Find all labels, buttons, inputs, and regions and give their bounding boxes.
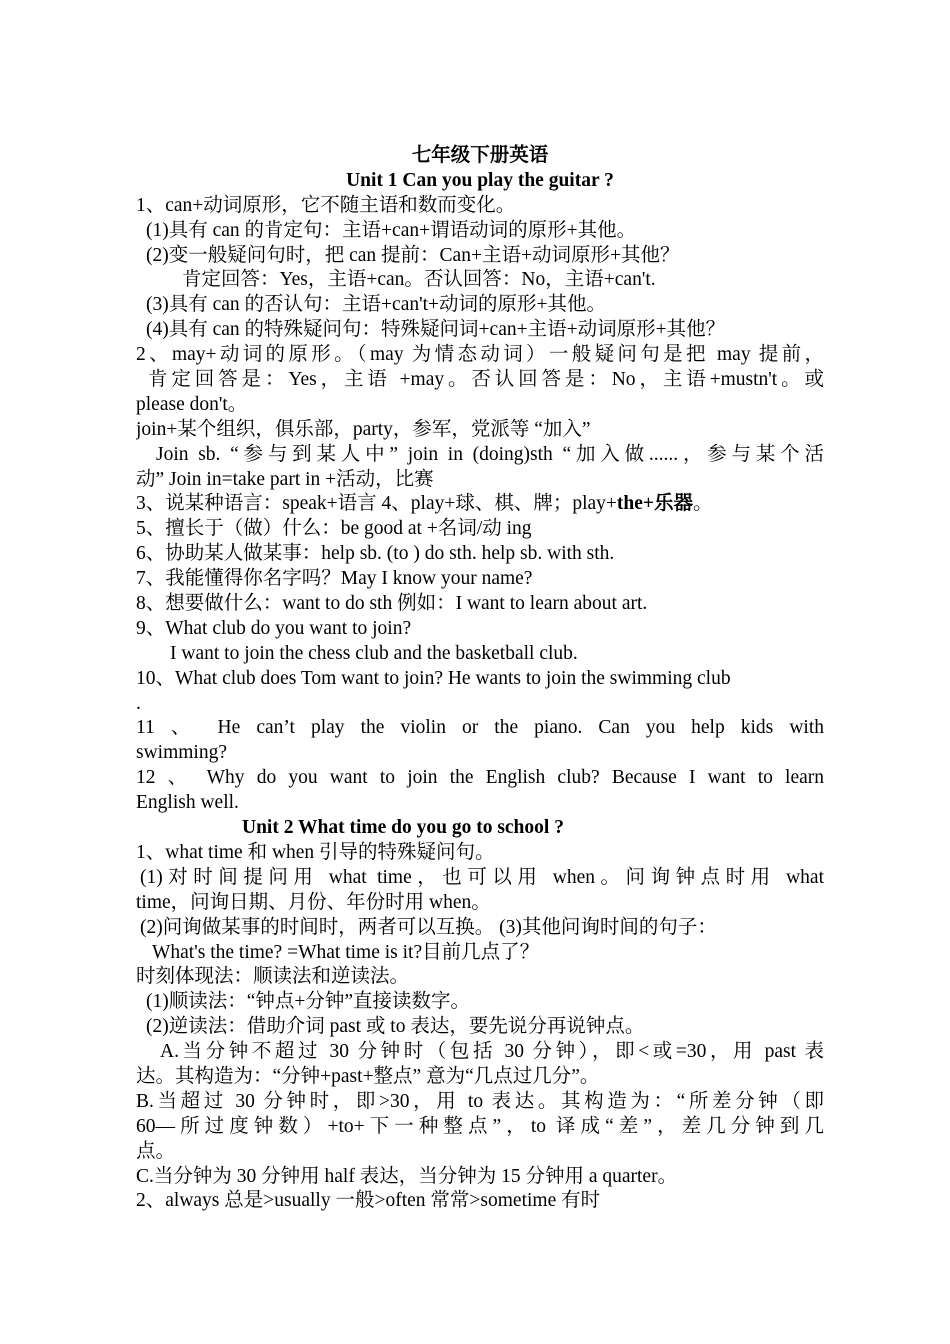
document-title: 七年级下册英语 [411, 145, 549, 166]
document-page [136, 144, 824, 1214]
unit2-heading: Unit 2 What time do you go to school ? [242, 817, 564, 839]
text-line: 5、擅长于（做）什么：be good at +名词/动 ing [136, 518, 532, 540]
text-line: (4)具有 can 的特殊疑问句：特殊疑问词+can+主语+动词原形+其他？ [146, 319, 726, 341]
text-line: A.当分钟不超过 30 分钟时（包括 30 分钟），即<或=30，用 past 表 [160, 1041, 824, 1063]
text-span: 。 [693, 493, 713, 515]
bold-text: the+乐器 [616, 493, 694, 515]
text-line: 达。其构造为：“分钟+past+整点” 意为“几点过几分”。 [136, 1065, 600, 1087]
text-line: 肯定回答：Yes，主语+can。否认回答：No，主语+can't. [182, 269, 656, 291]
text-line: I want to join the chess club and the basketball club. [170, 642, 578, 664]
text-line: 8、想要做什么：want to do sth 例如：I want to learn about art. [136, 593, 648, 615]
text-line: 7、我能懂得你名字吗？May I know your name? [136, 568, 533, 590]
text-line: 点。 [136, 1140, 176, 1162]
text-line: 6、协助某人做某事：help sb. (to ) do sth. help sb. with sth. [136, 543, 615, 565]
text-line: (2)变一般疑问句时，把 can 提前：Can+主语+动词原形+其他？ [146, 244, 680, 266]
text-line: swimming? [136, 742, 227, 764]
text-line: 时刻体现法：顺读法和逆读法。 [136, 966, 410, 988]
text-line: 2、may+动词的原形。（may 为情态动词）一般疑问句是把 may 提前， [136, 344, 824, 366]
text-line: (1)对时间提问用 what time，也可以用 when。问询钟点时用 what [140, 866, 824, 888]
text-span: 3、说某种语言：speak+语言 4、play+球、棋、牌；play+ [136, 493, 617, 515]
text-line: 肯定回答是：Yes，主语 +may。否认回答是：No，主语+mustn't。或 [148, 369, 824, 391]
text-line: (3)具有 can 的否认句：主语+can't+动词的原形+其他。 [146, 294, 607, 316]
text-line: What's the time? =What time is it?目前几点了？ [152, 941, 540, 963]
text-line: 1、can+动词原形，它不随主语和数而变化。 [136, 194, 516, 216]
text-line: please don't。 [136, 393, 248, 415]
text-line: 1、what time 和 when 引导的特殊疑问句。 [136, 841, 495, 863]
text-line: 11 、 He can’t play the violin or the piano. Can you help kids with [136, 717, 824, 739]
text-line: C.当分钟为 30 分钟用 half 表达，当分钟为 15 分钟用 a quarter。 [136, 1165, 678, 1187]
text-line: . [136, 692, 141, 714]
text-line: (1)顺读法：“钟点+分钟”直接读数字。 [146, 991, 471, 1013]
text-line: Join sb. “参与到某人中” join in (doing)sth “加入做......，参与某个活 [156, 443, 824, 465]
unit1-heading: Unit 1 Can you play the guitar ? [346, 169, 614, 191]
text-line: join+某个组织，俱乐部，party，参军，党派等 “加入” [136, 418, 591, 440]
text-line: 2、always 总是>usually 一般>often 常常>sometime 有时 [136, 1190, 601, 1212]
text-line: (2)问询做某事的时间时，两者可以互换。 (3)其他问询时间的句子： [140, 916, 717, 938]
text-line: 9、What club do you want to join? [136, 617, 412, 639]
text-line: 动” Join in=take part in +活动，比赛 [136, 468, 434, 490]
text-line: 10、What club does Tom want to join? He wants to join the swimming club [136, 667, 731, 689]
text-line: 60—所过度钟数）+to+下一种整点”，to 译成“差”，差几分钟到几 [136, 1115, 824, 1137]
text-line: B.当超过 30 分钟时，即>30，用 to 表达。其构造为：“所差分钟（即 [136, 1090, 824, 1112]
text-line: 12 、 Why do you want to join the English club? Because I want to learn [136, 767, 824, 789]
text-line [136, 492, 824, 517]
text-line: English well. [136, 792, 239, 814]
text-line: (2)逆读法：借助介词 past 或 to 表达，要先说分再说钟点。 [146, 1016, 645, 1038]
text-line: (1)具有 can 的肯定句：主语+can+谓语动词的原形+其他。 [146, 219, 637, 241]
text-line: time，问询日期、月份、年份时用 when。 [136, 891, 491, 913]
